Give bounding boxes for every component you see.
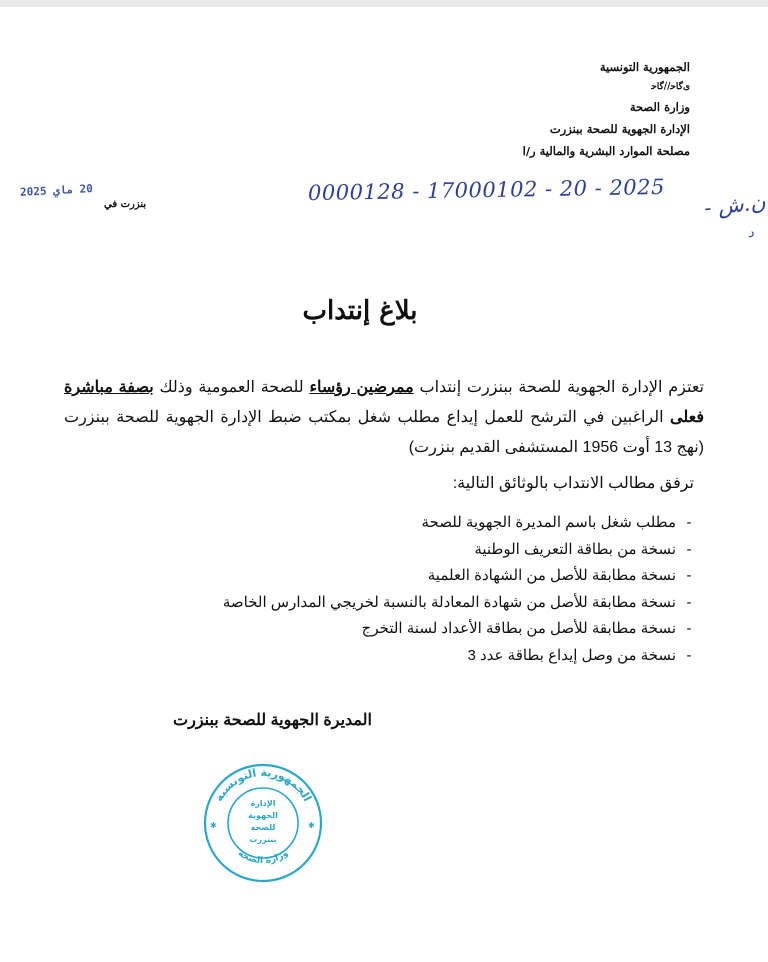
list-bullet: -: [686, 514, 692, 531]
list-bullet: -: [686, 540, 692, 558]
letterhead-republic: الجمهورية التونسية: [599, 60, 690, 74]
letterhead-separator: ﻯﮔﺎﺣ//ﮔﺎﺣ: [651, 82, 690, 92]
reference-prefix: ن.ش -: [702, 189, 767, 221]
list-item: [182, 537, 702, 564]
documents-intro: ترفق مطالب الانتداب بالوثائق التالية:: [452, 475, 694, 492]
list-bullet: -: [686, 646, 692, 664]
announcement-paragraph: [64, 373, 704, 463]
date-stamp: 20 ماي 2025: [19, 182, 94, 199]
reference-suffix: د: [748, 226, 754, 241]
seal-inner-line: ببنزرت: [249, 835, 277, 844]
required-documents-list: [182, 510, 702, 669]
reference-number-value: 0000128 - 17000102 - 20 - 2025: [307, 174, 666, 206]
body-text-3: فعلى: [670, 409, 704, 426]
direct-mode-highlight: بصفة مباشرة: [64, 379, 154, 396]
list-item-text: نسخة مطابقة للأصل من الشهادة العلمية: [427, 567, 676, 584]
list-bullet: -: [686, 593, 692, 611]
seal-inner-line: للصحة: [250, 823, 276, 832]
reference-number: [308, 175, 665, 206]
signatory-title: المديرة الجهوية للصحة ببنزرت: [173, 712, 372, 729]
letterhead-ministry: وزارة الصحة: [629, 100, 690, 114]
list-item: [182, 590, 702, 617]
list-bullet: -: [686, 567, 692, 584]
list-item-text: نسخة من بطاقة التعريف الوطنية: [474, 540, 676, 558]
list-item-text: نسخة مطابقة للأصل من شهادة المعادلة بالنسبة لخريجي المدارس الخاصة: [222, 593, 676, 611]
letterhead-department: مصلحة الموارد البشرية والمالية ر/ا: [522, 144, 690, 158]
list-bullet: -: [686, 620, 692, 637]
seal-inner-line: الإدارة: [250, 799, 276, 808]
list-item: [182, 510, 702, 537]
city-date-label: بنزرت في: [104, 199, 147, 210]
body-text-1: تعتزم الإدارة الجهوية للصحة ببنزرت إنتداب: [413, 379, 704, 396]
list-item: [182, 563, 702, 590]
letterhead: [430, 56, 690, 162]
top-bar: [0, 0, 768, 7]
seal-star-left: ✱: [210, 821, 217, 830]
list-item-text: مطلب شغل باسم المديرة الجهوية للصحة: [421, 514, 676, 531]
seal-outer-text: الجمهورية التونسية: [212, 765, 314, 804]
letterhead-regional-directorate: الإدارة الجهوية للصحة ببنزرت: [549, 122, 690, 136]
seal-bottom-text: وزارة الصحة: [235, 848, 291, 867]
list-item: [182, 643, 702, 670]
document-title: بلاغ إنتداب: [302, 296, 418, 326]
seal-star-right: ✱: [308, 821, 315, 830]
announcement-body: [64, 373, 704, 463]
list-item-text: نسخة مطابقة للأصل من بطاقة الأعداد لسنة التخرج: [361, 620, 676, 637]
position-highlight: ممرضين رؤساء: [309, 379, 414, 396]
list-item-text: نسخة من وصل إيداع بطاقة عدد 3: [467, 646, 676, 664]
list-item: [182, 616, 702, 643]
official-seal: [202, 762, 324, 884]
body-text-4: الراغبين في الترشح للعمل إيداع مطلب شغل بمكتب ضبط الإدارة الجهوية للصحة ببنزرت (نهج 13 أوت 1956 المستشفى القديم بنزرت): [64, 409, 704, 456]
body-text-2: للصحة العمومية وذلك: [153, 379, 310, 396]
seal-inner-line: الجهوية: [248, 811, 278, 820]
